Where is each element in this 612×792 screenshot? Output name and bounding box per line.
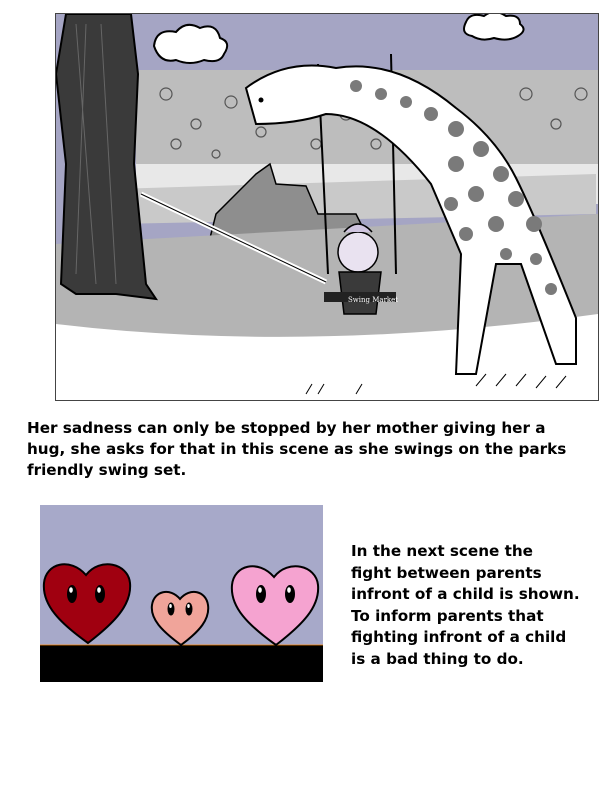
caption-line: To inform parents that: [351, 606, 544, 625]
cloud-right: [464, 14, 524, 40]
caption-line: fighting infront of a child: [351, 628, 567, 646]
caption-line: infront of a child is shown.: [351, 585, 580, 603]
caption-line: In the next scene the: [351, 542, 533, 560]
caption-fight-scene: [351, 541, 612, 670]
caption-line: is a bad thing to do.: [351, 649, 524, 668]
comic-panel-swing-scene: [55, 13, 599, 401]
panel-ground: [40, 645, 323, 682]
hearts-illustration: [40, 505, 323, 682]
caption-swing-scene: Her sadness can only be stopped by her mother giving her a hug, she asks for that in this scene as she swings on the parks friendly swing set.: [27, 419, 567, 479]
comic-panel-hearts: [40, 505, 323, 682]
caption-line: fight between parents: [351, 563, 542, 582]
swing-scene-illustration: [56, 14, 598, 400]
swing-sign-text: Swing Market: [348, 296, 399, 304]
